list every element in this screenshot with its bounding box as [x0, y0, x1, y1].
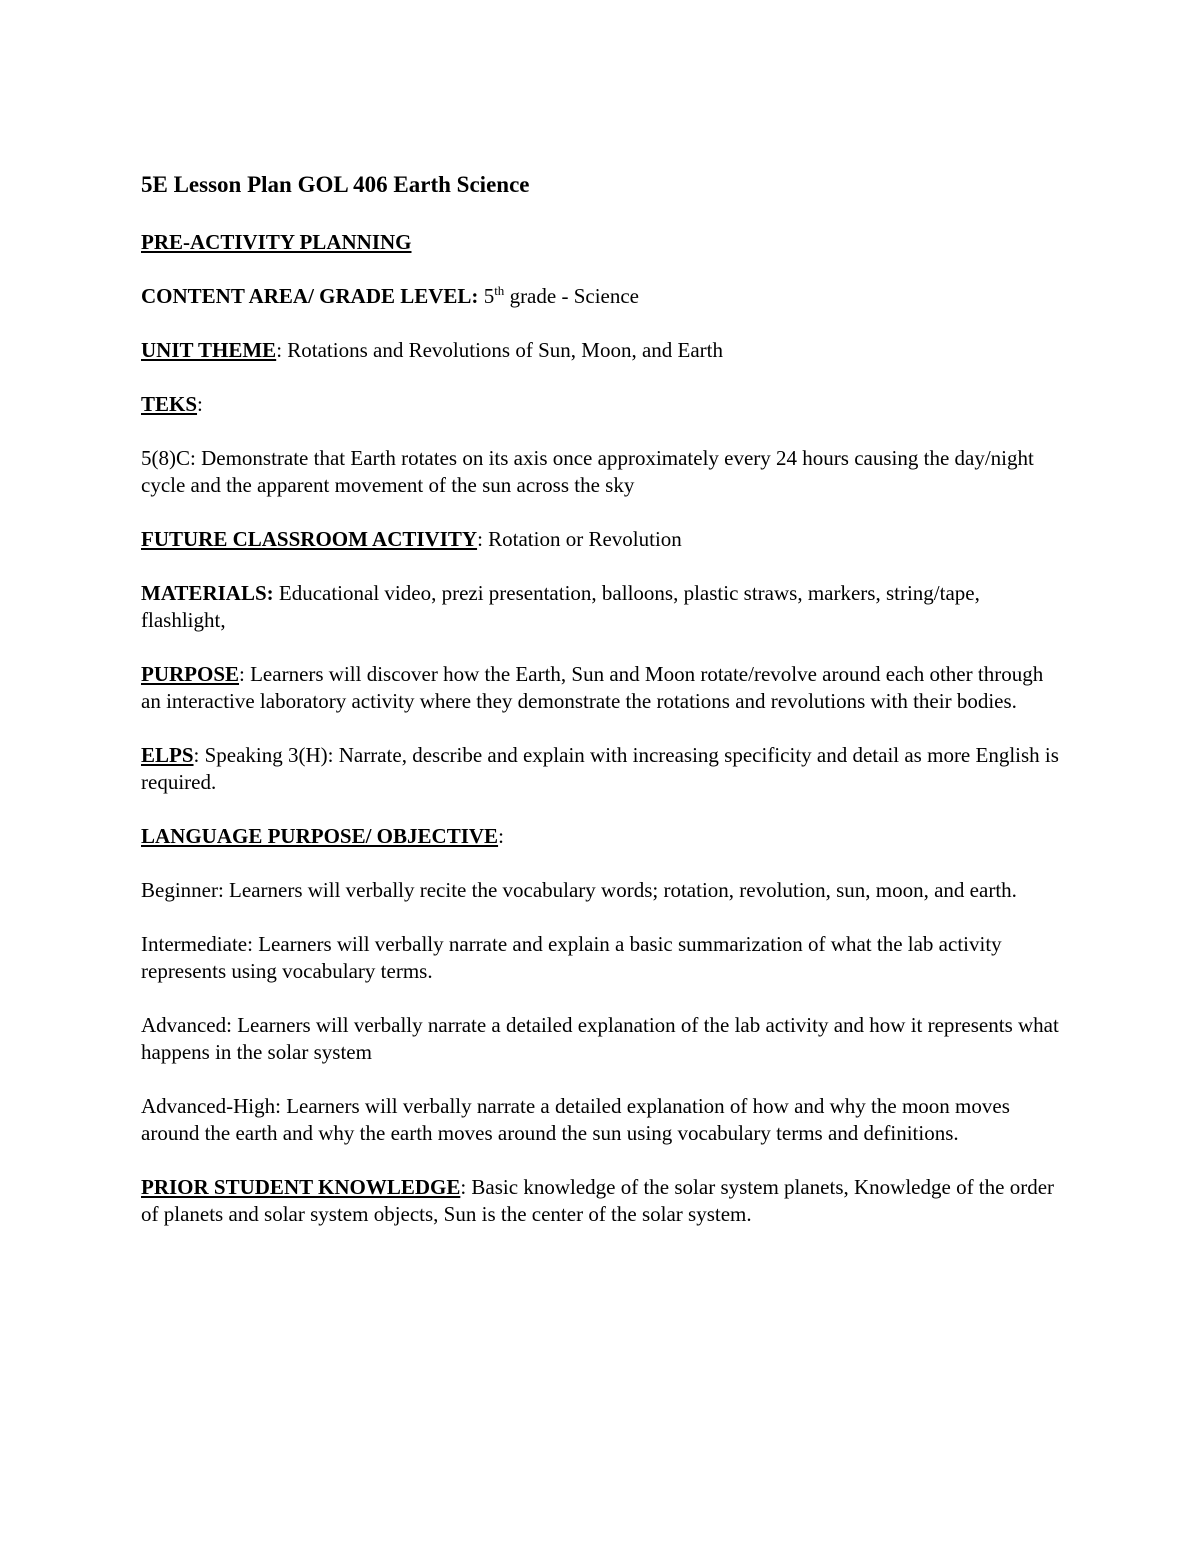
pre-activity-heading: PRE-ACTIVITY PLANNING: [141, 230, 412, 254]
language-objective-line: [141, 823, 1061, 850]
content-area-grade-sup: th: [494, 283, 505, 298]
intermediate-objective: Intermediate: Learners will verbally narrate and explain a basic summarization of what the lab activity represents using vocabulary terms.: [141, 932, 1002, 983]
document-page: [141, 170, 1061, 1255]
prior-knowledge-line: [141, 1174, 1061, 1228]
teks-value: :: [197, 392, 203, 416]
advanced-objective: Advanced: Learners will verbally narrate a detailed explanation of the lab activity and how it represents what happens in the solar system: [141, 1013, 1059, 1064]
future-activity-label: FUTURE CLASSROOM ACTIVITY: [141, 527, 478, 551]
content-area-line: [141, 283, 1061, 310]
future-activity-value: : Rotation or Revolution: [477, 527, 682, 551]
prior-knowledge-value: : Basic knowledge of the solar system planets, Knowledge of the order of planets and solar system objects, Sun is the center of the solar system.: [141, 1175, 1055, 1226]
elps-label: ELPS: [141, 743, 194, 767]
title-rest: GOL 406 Earth Science: [291, 172, 530, 197]
teks-label: TEKS: [141, 392, 198, 416]
language-objective-label: LANGUAGE PURPOSE/ OBJECTIVE: [141, 824, 499, 848]
teks-line: [141, 391, 1061, 418]
content-area-label: CONTENT AREA/ GRADE LEVEL:: [141, 284, 479, 308]
beginner-objective: Beginner: Learners will verbally recite the vocabulary words; rotation, revolution, sun, moon, and earth.: [141, 878, 1017, 902]
materials-line: [141, 580, 1061, 634]
document-title: [141, 170, 1061, 200]
title-bold: 5E Lesson Plan: [141, 172, 292, 197]
language-objective-value: :: [498, 824, 504, 848]
unit-theme-line: [141, 337, 1061, 364]
content-area-value: grade - Science: [504, 284, 639, 308]
elps-line: [141, 742, 1061, 796]
purpose-line: [141, 661, 1061, 715]
advanced-high-objective: Advanced-High: Learners will verbally narrate a detailed explanation of how and why the moon moves around the earth and why the earth moves around the sun using vocabulary terms and definitions.: [141, 1094, 1010, 1145]
purpose-label: PURPOSE: [141, 662, 240, 686]
content-area-grade-num: 5: [478, 284, 495, 308]
unit-theme-label: UNIT THEME: [141, 338, 277, 362]
unit-theme-value: : Rotations and Revolutions of Sun, Moon, and Earth: [276, 338, 723, 362]
elps-value: : Speaking 3(H): Narrate, describe and explain with increasing specificity and detail as more English is required.: [141, 743, 1059, 794]
prior-knowledge-label: PRIOR STUDENT KNOWLEDGE: [141, 1175, 461, 1199]
materials-value: Educational video, prezi presentation, balloons, plastic straws, markers, string/tape, flashlight,: [141, 581, 980, 632]
future-activity-line: [141, 526, 1061, 553]
materials-label: MATERIALS:: [141, 581, 274, 605]
purpose-value: : Learners will discover how the Earth, Sun and Moon rotate/revolve around each other through an interactive laboratory activity where they demonstrate the rotations and revolutions with their bodies.: [141, 662, 1044, 713]
teks-item: 5(8)C: Demonstrate that Earth rotates on its axis once approximately every 24 hours causing the day/night cycle and the apparent movement of the sun across the sky: [141, 446, 1034, 497]
